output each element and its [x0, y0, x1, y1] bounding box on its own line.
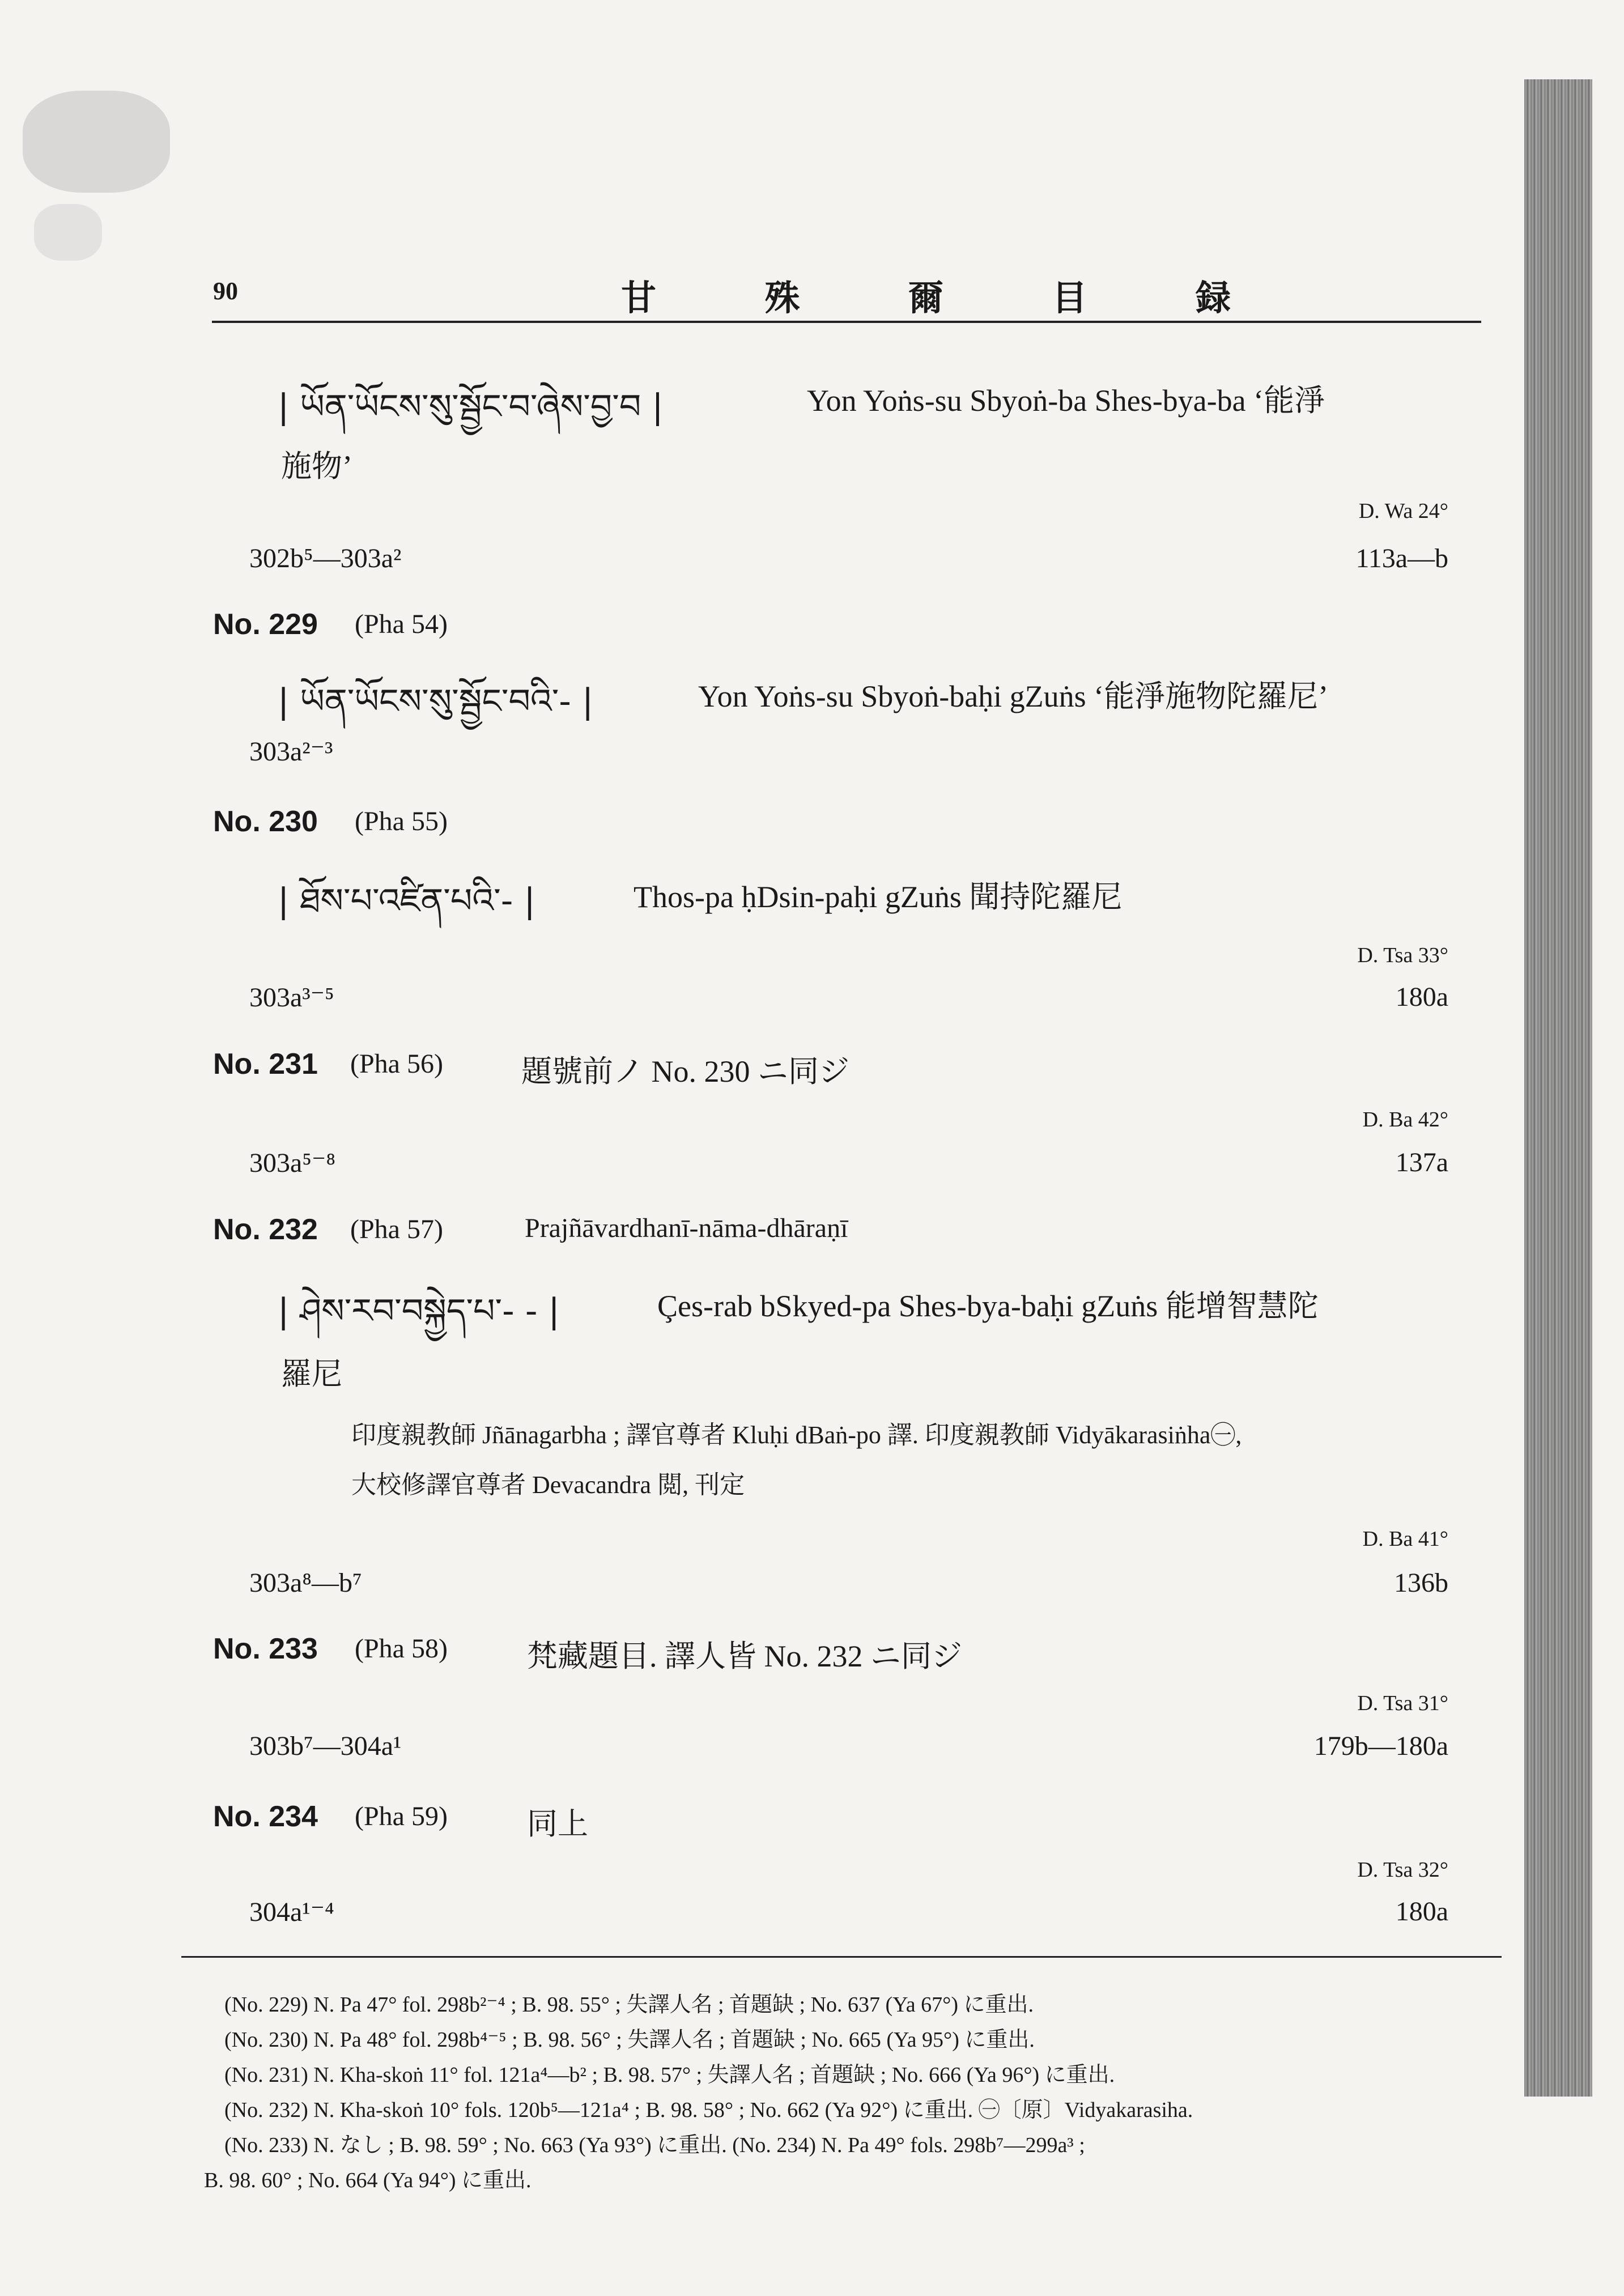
entry-title-cont: 羅尼 — [281, 1357, 342, 1391]
footnote-rule — [181, 1956, 1502, 1958]
entry-number: No. 229 — [213, 608, 318, 641]
tibetan-title: | ཐོས་པ་འཛིན་པའི་- | — [278, 881, 535, 921]
entry-number: No. 230 — [213, 805, 318, 838]
folio-right: 180a — [1395, 982, 1448, 1012]
translator-credits-cont: 大校修譯官尊者 Devacandra 閲, 刊定 — [351, 1471, 745, 1499]
folio-left: 303a²⁻³ — [249, 737, 333, 767]
entry-number: No. 233 — [213, 1632, 318, 1665]
folio-right: 180a — [1395, 1897, 1448, 1927]
derge-ref: D. Wa 24° — [1358, 499, 1448, 523]
folio-right: 179b—180a — [1313, 1731, 1448, 1761]
pha-ref: (Pha 57) — [350, 1214, 443, 1244]
folio-left: 303a⁵⁻⁸ — [249, 1148, 336, 1178]
folio-left: 302b⁵—303a² — [249, 543, 402, 573]
folio-left: 303b⁷—304a¹ — [249, 1731, 402, 1761]
footnote-231: (No. 231) N. Kha-skoṅ 11° fol. 121a⁴—b² ; B. 98. 57° ; 失譯人名 ; 首題缺 ; No. 666 (Ya 96°) に重出. — [224, 2063, 1115, 2087]
entry-title: Yon Yoṅs-su Sbyoṅ-baḥi gZuṅs ‘能淨施物陀羅尼’ — [698, 679, 1329, 713]
derge-ref: D. Tsa 32° — [1357, 1858, 1448, 1882]
entry-note: 梵藏題目. 譯人皆 No. 232 ニ同ジ — [527, 1639, 962, 1673]
entry-note: 題號前ノ No. 230 ニ同ジ — [521, 1055, 849, 1089]
tibetan-title: | ཡོན་ཡོངས་སུ་སྦྱོང་བ་ཞེས་བྱ་བ | — [278, 387, 664, 427]
folio-right: 136b — [1394, 1568, 1448, 1598]
entry-title: Yon Yoṅs-su Sbyoṅ-ba Shes-bya-ba ‘能淨 — [807, 384, 1325, 418]
derge-ref: D. Ba 42° — [1362, 1108, 1448, 1132]
footnote-234-cont: B. 98. 60° ; No. 664 (Ya 94°) に重出. — [204, 2169, 532, 2192]
scan-edge-shadow — [1524, 79, 1592, 2097]
folio-left: 303a⁸—b⁷ — [249, 1568, 362, 1598]
entry-number: No. 231 — [213, 1048, 318, 1081]
folio-left: 303a³⁻⁵ — [249, 983, 334, 1013]
derge-ref: D. Tsa 31° — [1357, 1691, 1448, 1715]
entry-number: No. 234 — [213, 1800, 318, 1833]
entry-title: Thos-pa ḥDsin-paḥi gZuṅs 聞持陀羅尼 — [634, 880, 1123, 914]
scan-smudge — [34, 204, 102, 261]
sanskrit-title: Prajñāvardhanī-nāma-dhāraṇī — [525, 1213, 848, 1243]
entry-note: 同上 — [527, 1807, 588, 1841]
derge-ref: D. Tsa 33° — [1357, 943, 1448, 967]
folio-right: 137a — [1395, 1147, 1448, 1177]
footnote-232: (No. 232) N. Kha-skoṅ 10° fols. 120b⁵—121a⁴ ; B. 98. 58° ; No. 662 (Ya 92°) に重出. ㊀〔原〕Vidyakarasiha. — [224, 2098, 1193, 2122]
footnote-233-234: (No. 233) N. なし ; B. 98. 59° ; No. 663 (Ya 93°) に重出. (No. 234) N. Pa 49° fols. 298b⁷—299a³ ; — [224, 2133, 1085, 2157]
folio-left: 304a¹⁻⁴ — [249, 1897, 334, 1927]
pha-ref: (Pha 55) — [355, 806, 448, 836]
tibetan-title: | ཤེས་རབ་བསྐྱེད་པ་- - | — [278, 1291, 560, 1331]
translator-credits: 印度親教師 Jñānagarbha ; 譯官尊者 Kluḥi dBaṅ-po 譯. 印度親教師 Vidyākarasiṅha㊀, — [351, 1421, 1242, 1449]
pha-ref: (Pha 58) — [355, 1634, 448, 1664]
footnote-230: (No. 230) N. Pa 48° fol. 298b⁴⁻⁵ ; B. 98. 56° ; 失譯人名 ; 首題缺 ; No. 665 (Ya 95°) に重出. — [224, 2028, 1035, 2052]
tibetan-title: | ཡོན་ཡོངས་སུ་སྦྱོང་བའི་- | — [278, 682, 594, 721]
pha-ref: (Pha 56) — [350, 1049, 443, 1079]
entry-title-cont: 施物’ — [281, 449, 352, 483]
folio-right: 113a—b — [1355, 543, 1448, 573]
entry-number: No. 232 — [213, 1213, 318, 1246]
page-number: 90 — [213, 277, 238, 305]
pha-ref: (Pha 59) — [355, 1801, 448, 1831]
footnote-229: (No. 229) N. Pa 47° fol. 298b²⁻⁴ ; B. 98. 55° ; 失譯人名 ; 首題缺 ; No. 637 (Ya 67°) に重出. — [224, 1993, 1034, 2017]
scan-smudge — [23, 91, 170, 193]
derge-ref: D. Ba 41° — [1362, 1527, 1448, 1551]
header-rule — [212, 321, 1481, 323]
entry-title: Çes-rab bSkyed-pa Shes-bya-baḥi gZuṅs 能增智慧陀 — [657, 1289, 1319, 1323]
page-title: 甘 殊 爾 目 録 — [621, 279, 1281, 318]
pha-ref: (Pha 54) — [355, 609, 448, 639]
